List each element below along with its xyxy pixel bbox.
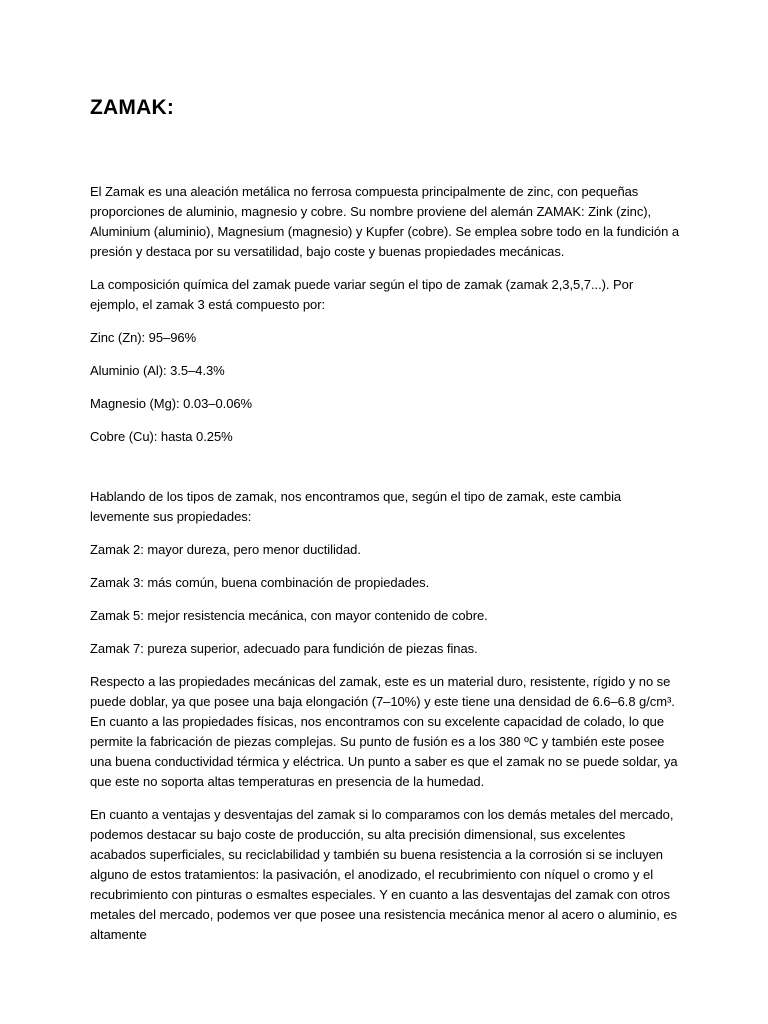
types-intro-paragraph: Hablando de los tipos de zamak, nos encontramos que, según el tipo de zamak, este cambia levemente sus propiedades:	[90, 489, 622, 524]
composition-item-aluminio: Aluminio (Al): 3.5–4.3%	[90, 363, 225, 378]
advantages-paragraph: En cuanto a ventajas y desventajas del zamak si lo comparamos con los demás metales del mercado, podemos destacar su bajo coste de producción, su alta precisión dimensional, sus excelentes acabados superficiales, su reciclabilidad y también su buena resistencia a la corrosión si se incluyen alguno de estos tratamientos: la pasivación, el anodizado, el recubrimiento con níquel o cromo y el recubrimiento con pinturas o esmaltes especiales. Y en cuanto a las desventajas del zamak con otros metales del mercado, podemos ver que posee una resistencia mecánica menor al acero o aluminio, es altamente	[90, 807, 677, 942]
composition-intro-paragraph: La composición química del zamak puede variar según el tipo de zamak (zamak 2,3,5,7...). Por ejemplo, el zamak 3 está compuesto por:	[90, 277, 634, 312]
composition-item-cobre: Cobre (Cu): hasta 0.25%	[90, 429, 233, 444]
type-item-zamak-7: Zamak 7: pureza superior, adecuado para fundición de piezas finas.	[90, 641, 478, 656]
type-item-zamak-2: Zamak 2: mayor dureza, pero menor ductilidad.	[90, 542, 361, 557]
type-item-zamak-3: Zamak 3: más común, buena combinación de propiedades.	[90, 575, 430, 590]
composition-item-magnesio: Magnesio (Mg): 0.03–0.06%	[90, 396, 253, 411]
composition-item-zinc: Zinc (Zn): 95–96%	[90, 330, 197, 345]
document-content	[90, 95, 680, 958]
properties-paragraph: Respecto a las propiedades mecánicas del zamak, este es un material duro, resistente, rígido y no se puede doblar, ya que posee una baja elongación (7–10%) y este tiene una densidad de 6.6–6.8 g/cm³. En cuanto a las propiedades físicas, nos encontramos con su excelente capacidad de colado, lo que permite la fabricación de piezas complejas. Su punto de fusión es a los 380 ºC y también este posee una buena conductividad térmica y eléctrica. Un punto a saber es que el zamak no se puede soldar, ya que este no soporta altas temperaturas en presencia de la humedad.	[90, 674, 678, 789]
paragraph-spacer	[90, 460, 680, 487]
type-item-zamak-5: Zamak 5: mejor resistencia mecánica, con mayor contenido de cobre.	[90, 608, 488, 623]
intro-paragraph: El Zamak es una aleación metálica no ferrosa compuesta principalmente de zinc, con pequeñas proporciones de aluminio, magnesio y cobre. Su nombre proviene del alemán ZAMAK: Zink (zinc), Aluminium (aluminio), Magnesium (magnesio) y Kupfer (cobre). Se emplea sobre todo en la fundición a presión y destaca por su versatilidad, bajo coste y buenas propiedades mecánicas.	[90, 184, 680, 259]
document-title: ZAMAK:	[90, 96, 175, 119]
document-body	[90, 182, 680, 945]
